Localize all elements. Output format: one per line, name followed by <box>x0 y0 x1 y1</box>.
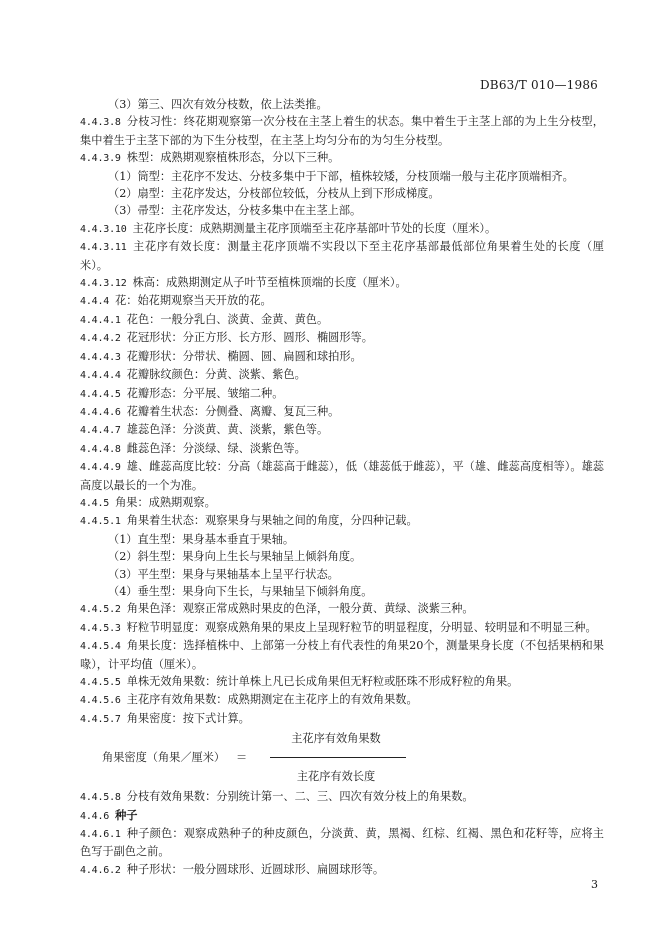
clause-paragraph <box>80 637 604 673</box>
clause-number: 4.4.3.12 <box>80 278 127 290</box>
list-item <box>80 168 604 185</box>
clause-text: 角果：成熟期观察。 <box>115 495 216 509</box>
clause-number: 4.4.6.1 <box>80 829 121 841</box>
list-item <box>80 185 604 202</box>
clause-number: 4.4.6 <box>80 810 110 822</box>
clause-number: 4.4.3.9 <box>80 153 121 165</box>
clause-text: 雌蕊色泽：分淡绿、绿、淡紫色等。 <box>126 441 306 455</box>
clause-text: （2）扇型：主花序发达，分枝部位较低，分枝从上到下形成梯度。 <box>108 187 440 201</box>
clause-text: 花瓣形态：分平展、皱缩二种。 <box>126 386 284 400</box>
clause-paragraph <box>80 329 604 347</box>
clause-paragraph <box>80 311 604 329</box>
clause-text: 分枝有效角果数：分别统计第一、二、三、四次有效分枝上的角果数。 <box>126 790 474 804</box>
clause-number: 4.4.4.4 <box>80 370 121 382</box>
clause-number: 4.4.4.7 <box>80 425 121 437</box>
clause-text: 花色：一般分乳白、淡黄、金黄、黄色。 <box>126 312 329 326</box>
clause-text: 主花序有效长度：测量主花序顶端不实段以下至主花序基部最低部位角果着生处的长度（厘米）。 <box>80 240 604 272</box>
fraction-bar <box>270 757 406 758</box>
clause-text: （1）筒型：主花序不发达、分枝多集中于下部，植株较矮，分枝顶端一般与主花序顶端相齐。 <box>108 169 574 183</box>
clause-paragraph <box>80 673 604 691</box>
clause-text: 角果色泽：观察正常成熟时果皮的色泽，一般分黄、黄绿、淡紫三种。 <box>126 602 474 616</box>
clause-number: 4.4.3.8 <box>80 117 121 129</box>
list-item <box>80 548 604 565</box>
clause-paragraph <box>80 600 604 618</box>
clause-paragraph <box>80 385 604 403</box>
clause-list <box>80 96 604 728</box>
clause-number: 4.4.4.3 <box>80 351 121 363</box>
clause-number: 4.4.5.5 <box>80 677 121 688</box>
density-formula <box>80 730 604 788</box>
list-item <box>80 96 604 113</box>
clause-text: 花：始花期观察当天开放的花。 <box>115 294 272 308</box>
clause-paragraph <box>80 825 604 861</box>
clause-text: 雄、雌蕊高度比较：分高（雄蕊高于雌蕊），低（雄蕊低于雌蕊），平（雄、雌蕊高度相等）。雄蕊高度以最长的一个为准。 <box>80 460 604 492</box>
clause-number: 4.4.3.10 <box>80 223 127 235</box>
clause-paragraph <box>80 348 604 366</box>
clause-number: 4.4.5.3 <box>80 622 121 634</box>
clause-number: 4.4.5.4 <box>80 641 121 653</box>
list-item <box>80 566 604 583</box>
clause-paragraph <box>80 403 604 421</box>
document-body <box>80 96 604 879</box>
clause-paragraph <box>80 861 604 879</box>
clause-paragraph <box>80 421 604 439</box>
clause-paragraph <box>80 619 604 637</box>
clause-paragraph <box>80 366 604 384</box>
clause-paragraph <box>80 440 604 458</box>
clause-number: 4.4.4.2 <box>80 333 121 345</box>
page-number: 3 <box>591 878 598 891</box>
clause-text: 株型：成熟期观察植株形态，分以下三种。 <box>126 151 340 165</box>
clause-paragraph <box>80 274 604 292</box>
clause-paragraph <box>80 494 604 512</box>
clause-paragraph <box>80 788 604 806</box>
clause-text: 角果密度：按下式计算。 <box>126 711 250 725</box>
clause-paragraph <box>80 710 604 728</box>
formula-equals: ＝ <box>236 751 248 765</box>
clause-paragraph <box>80 807 604 825</box>
clause-text: （3）第三、四次有效分枝数，依上法类推。 <box>108 98 328 111</box>
formula-numerator: 主花序有效角果数 <box>291 732 381 746</box>
clause-number: 4.4.5.8 <box>80 792 121 804</box>
clause-number: 4.4.6.2 <box>80 864 121 876</box>
clause-paragraph <box>80 292 604 310</box>
clause-text: （3）帚型：主花序发达，分枝多集中在主茎上部。 <box>108 204 362 218</box>
clause-text: （1）直生型：果身基本垂直于果轴。 <box>108 532 295 546</box>
clause-number: 4.4.5.1 <box>80 516 121 528</box>
clause-text: 种子 <box>115 807 138 822</box>
clause-number: 4.4.5.6 <box>80 695 121 707</box>
clause-text: 分枝习性：终花期观察第一次分枝在主茎上着生的状态。集中着生于主茎上部的为上生分枝型，集中着生于主茎下部的为下生分枝型，在主茎上均匀分布的为匀生分枝型。 <box>80 115 604 147</box>
formula-label: 角果密度（角果／厘米） <box>102 751 226 765</box>
clause-number: 4.4.4.1 <box>80 314 121 326</box>
clause-text: 花冠形状：分正方形、长方形、圆形、椭圆形等。 <box>126 331 373 345</box>
clause-paragraph <box>80 220 604 238</box>
clause-number: 4.4.4 <box>80 296 110 308</box>
clause-paragraph <box>80 458 604 494</box>
formula-denominator: 主花序有效长度 <box>296 770 376 784</box>
clause-number: 4.4.5.2 <box>80 604 121 616</box>
list-item <box>80 583 604 600</box>
clause-text: 种子形状：一般分圆球形、近圆球形、扁圆球形等。 <box>126 862 385 876</box>
clause-number: 4.4.4.5 <box>80 388 121 400</box>
clause-text: 花瓣形状：分带状、椭圆、圆、扁圆和球拍形。 <box>126 349 362 363</box>
clause-text: 籽粒节明显度：观察成熟角果的果皮上呈现籽粒节的明显程度，分明显、较明显和不明显三种。 <box>126 620 597 634</box>
clause-number: 4.4.4.8 <box>80 443 121 455</box>
clause-text: 单株无效角果数：统计单株上凡已长成角果但无籽粒或胚珠不形成籽粒的角果。 <box>126 675 519 688</box>
clause-text: 花瓣脉纹颜色：分黄、淡紫、紫色。 <box>126 368 306 382</box>
clause-paragraph <box>80 238 604 274</box>
clause-text: （4）垂生型：果身向下生长，与果轴呈下倾斜角度。 <box>108 584 373 598</box>
clause-text: 角果长度：选择植株中、上部第一分枝上有代表性的角果20个，测量果身长度（不包括果柄和果喙），计平均值（厘米）。 <box>80 639 604 671</box>
standard-code-header: DB63/T 010—1986 <box>479 78 598 92</box>
clause-number: 4.4.5 <box>80 497 110 509</box>
clause-text: （2）斜生型：果身向上生长与果轴呈上倾斜角度。 <box>108 550 362 564</box>
clause-paragraph <box>80 113 604 149</box>
clause-number: 4.4.4.9 <box>80 462 121 474</box>
clause-paragraph <box>80 512 604 530</box>
clause-paragraph <box>80 149 604 167</box>
clause-paragraph <box>80 691 604 709</box>
clause-text: 角果着生状态：观察果身与果轴之间的角度，分四种记载。 <box>126 514 418 528</box>
clause-text: 主花序长度：成熟期测量主花序顶端至主花序基部叶节处的长度（厘米）。 <box>132 221 497 235</box>
clause-text: 株高：成熟期测定从子叶节至植株顶端的长度（厘米）。 <box>132 276 407 290</box>
clause-text: 种子颜色：观察成熟种子的种皮颜色，分淡黄、黄，黑褐、红棕、红褐、黑色和花籽等，应将主色写于副色之前。 <box>80 827 604 859</box>
clause-number: 4.4.3.11 <box>80 242 127 254</box>
clause-text: 主花序有效角果数：成熟期测定在主花序上的有效角果数。 <box>126 693 418 707</box>
list-item <box>80 202 604 219</box>
clause-text: 雄蕊色泽：分淡黄、黄、淡紫，紫色等。 <box>126 423 329 437</box>
clause-list-continued <box>80 788 604 879</box>
clause-text: 花瓣着生状态：分侧叠、离瓣、复瓦三种。 <box>126 404 340 418</box>
clause-number: 4.4.5.7 <box>80 713 121 725</box>
clause-number: 4.4.4.6 <box>80 406 121 418</box>
list-item <box>80 531 604 548</box>
clause-text: （3）平生型：果身与果轴基本上呈平行状态。 <box>108 567 339 581</box>
